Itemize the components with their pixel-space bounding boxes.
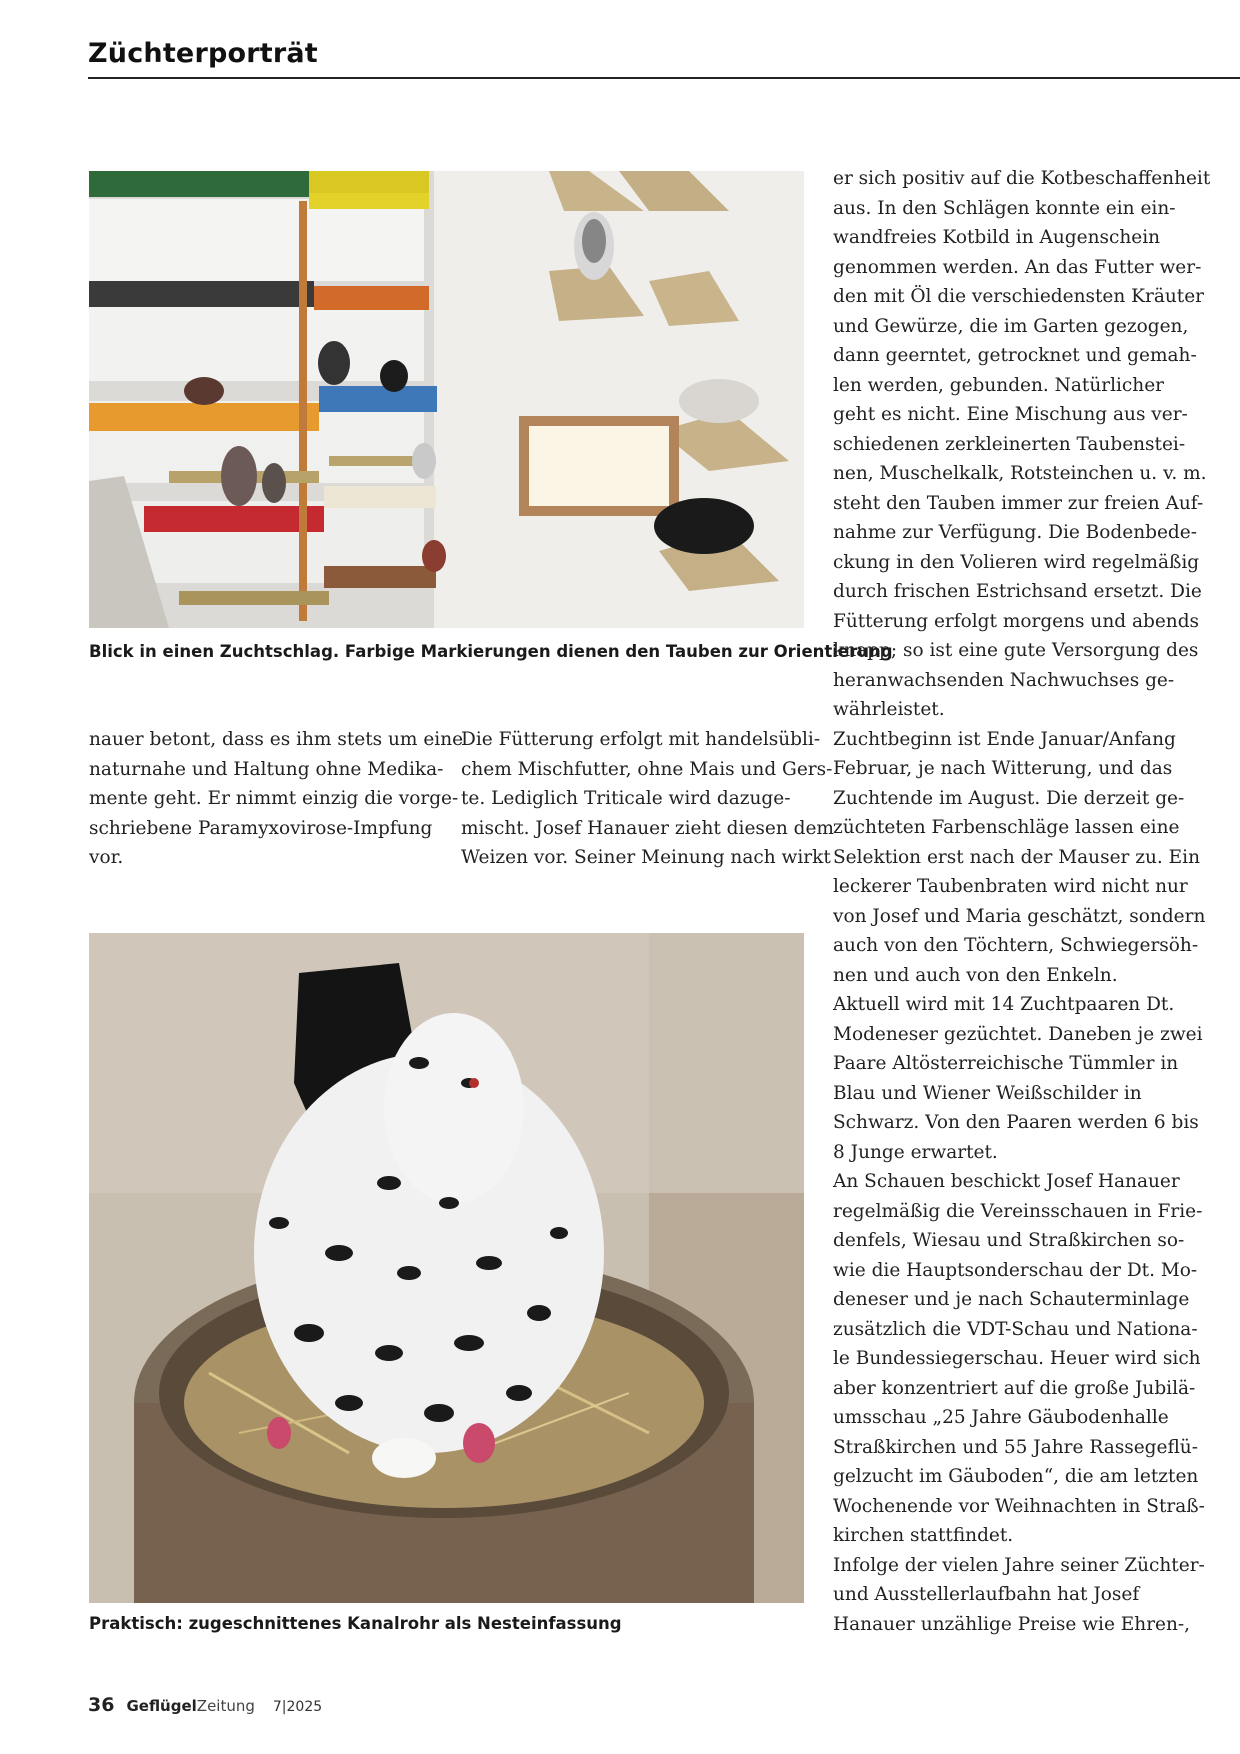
- text-line: aber konzentriert auf die große Jubilä-: [833, 1377, 1196, 1399]
- text-line: er sich positiv auf die Kotbeschaffenheit: [833, 168, 1211, 189]
- section-title: Züchterporträt: [88, 38, 318, 69]
- text-line: Selektion erst nach der Mauser zu. Ein: [833, 846, 1201, 868]
- nest-photo: [89, 933, 804, 1603]
- loft-photo: [89, 171, 804, 628]
- text-line: 8 Junge erwartet.: [833, 1141, 998, 1163]
- text-line: wandfreies Kotbild in Augenschein: [833, 227, 1161, 248]
- text-line: genommen werden. An das Futter wer-: [833, 256, 1202, 278]
- text-line: geht es nicht. Eine Mischung aus ver-: [833, 404, 1188, 425]
- text-line: nauer betont, dass es ihm stets um eine: [89, 729, 464, 750]
- text-line: züchteten Farbenschläge lassen eine: [833, 817, 1180, 838]
- text-line: Schwarz. Von den Paaren werden 6 bis: [833, 1112, 1199, 1133]
- text-column-middle: [461, 725, 834, 873]
- header-rule: [88, 77, 1240, 79]
- figure-caption-2: Praktisch: zugeschnittenes Kanalrohr als Nesteinfassung: [89, 1614, 622, 1633]
- text-line: und Gewürze, die im Garten gezogen,: [833, 315, 1189, 337]
- text-line: mischt. Josef Hanauer zieht diesen dem: [461, 817, 834, 839]
- text-line: regelmäßig die Vereinsschauen in Frie-: [833, 1200, 1203, 1222]
- text-line: Hanauer unzählige Preise wie Ehren-,: [833, 1613, 1191, 1635]
- text-line: dann geerntet, getrocknet und gemah-: [833, 345, 1197, 366]
- text-line: auch von den Töchtern, Schwiegersöh-: [833, 935, 1199, 956]
- text-line: Straßkirchen und 55 Jahre Rassegeflü-: [833, 1436, 1198, 1458]
- text-line: te. Lediglich Triticale wird dazuge-: [461, 788, 791, 809]
- text-line: Februar, je nach Witterung, und das: [833, 758, 1173, 779]
- page-footer: [88, 1694, 322, 1716]
- text-line: gelzucht im Gäuboden“, die am letzten: [833, 1466, 1199, 1487]
- text-line: Zuchtbeginn ist Ende Januar/Anfang: [833, 728, 1176, 750]
- text-line: Blau und Wiener Weißschilder in: [833, 1082, 1142, 1104]
- text-line: knapp; so ist eine gute Versorgung des: [833, 640, 1199, 661]
- text-line: vor.: [89, 847, 124, 868]
- text-line: Paare Altösterreichische Tümmler in: [833, 1053, 1179, 1074]
- page-number: 36: [88, 1694, 115, 1716]
- text-line: Zuchtende im August. Die derzeit ge-: [833, 787, 1185, 809]
- text-line: Fütterung erfolgt morgens und abends: [833, 610, 1200, 632]
- text-line: wie die Hauptsonderschau der Dt. Mo-: [833, 1259, 1198, 1281]
- text-line: mente geht. Er nimmt einzig die vorge-: [89, 788, 459, 809]
- text-line: denfels, Wiesau und Straßkirchen so-: [833, 1230, 1185, 1251]
- loft-photo-illustration: [89, 171, 804, 628]
- text-line: schriebene Paramyxovirose-Impfung: [89, 817, 433, 839]
- text-line: schiedenen zerkleinerten Taubenstei-: [833, 433, 1186, 455]
- nest-photo-illustration: [89, 933, 804, 1603]
- text-column-right: [833, 164, 1210, 1639]
- text-line: An Schauen beschickt Josef Hanauer: [833, 1171, 1180, 1192]
- text-column-left: [89, 725, 463, 873]
- text-line: heranwachsenden Nachwuchses ge-: [833, 669, 1175, 691]
- magazine-name-light: Zeitung: [196, 1697, 255, 1715]
- text-line: kirchen stattfindet.: [833, 1525, 1014, 1546]
- figure-caption-1: Blick in einen Zuchtschlag. Farbige Markierungen dienen den Tauben zur Orientierung: [89, 642, 893, 661]
- text-line: währleistet.: [833, 699, 945, 720]
- text-line: nen, Muschelkalk, Rotsteinchen u. v. m.: [833, 463, 1207, 484]
- issue-number: 7|2025: [272, 1699, 323, 1715]
- text-line: Infolge der vielen Jahre seiner Züchter-: [833, 1554, 1205, 1576]
- text-line: durch frischen Estrichsand ersetzt. Die: [833, 581, 1202, 602]
- text-line: Modeneser gezüchtet. Daneben je zwei: [833, 1023, 1203, 1045]
- text-line: steht den Tauben immer zur freien Auf-: [833, 492, 1204, 514]
- text-line: Wochenende vor Weihnachten in Straß-: [833, 1495, 1205, 1517]
- text-line: chem Mischfutter, ohne Mais und Gers-: [461, 758, 833, 780]
- text-line: le Bundessiegerschau. Heuer wird sich: [833, 1348, 1201, 1369]
- text-line: ckung in den Volieren wird regelmäßig: [833, 551, 1200, 573]
- text-line: naturnahe und Haltung ohne Medika-: [89, 758, 444, 780]
- text-line: umsschau „25 Jahre Gäubodenhalle: [833, 1407, 1169, 1428]
- text-line: leckerer Taubenbraten wird nicht nur: [833, 876, 1188, 897]
- text-line: Weizen vor. Seiner Meinung nach wirkt: [461, 847, 831, 868]
- text-line: und Ausstellerlaufbahn hat Josef: [833, 1584, 1140, 1605]
- text-line: Aktuell wird mit 14 Zuchtpaaren Dt.: [833, 994, 1175, 1015]
- text-line: Die Fütterung erfolgt mit handelsübli-: [461, 729, 821, 750]
- text-line: den mit Öl die verschiedensten Kräuter: [833, 286, 1205, 307]
- text-line: von Josef und Maria geschätzt, sondern: [833, 905, 1206, 927]
- text-line: nahme zur Verfügung. Die Bodenbede-: [833, 522, 1197, 543]
- text-line: zusätzlich die VDT-Schau und Nationa-: [833, 1318, 1198, 1340]
- text-line: nen und auch von den Enkeln.: [833, 964, 1118, 986]
- text-line: aus. In den Schlägen konnte ein ein-: [833, 197, 1176, 219]
- text-line: deneser und je nach Schauterminlage: [833, 1289, 1190, 1310]
- magazine-name-bold: Geflügel: [126, 1697, 197, 1715]
- text-line: len werden, gebunden. Natürlicher: [833, 374, 1164, 396]
